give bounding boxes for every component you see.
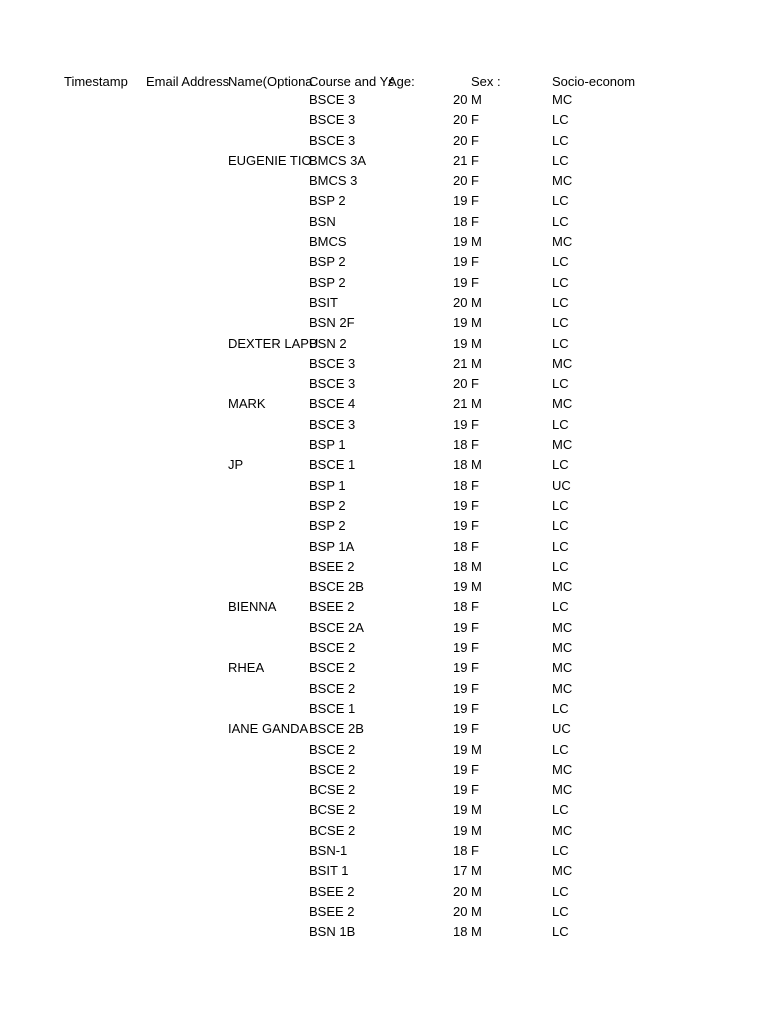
cell-socio-economic: LC: [552, 457, 569, 473]
cell-course: BSP 1A: [309, 538, 355, 554]
table-row: [0, 293, 768, 313]
cell-sex: M: [471, 355, 482, 371]
cell-age: 18: [453, 213, 468, 229]
cell-name: [228, 740, 308, 760]
cell-name: [228, 821, 308, 841]
cell-socio-economic: LC: [552, 112, 569, 128]
cell-sex: F: [471, 477, 479, 493]
cell-course: BSEE 2: [309, 903, 355, 919]
cell-course: BMCS 3A: [309, 152, 367, 168]
cell-age: 21: [453, 355, 468, 371]
cell-course: BSCE 2: [309, 660, 356, 676]
cell-name: [228, 902, 308, 922]
cell-name: [228, 313, 308, 333]
cell-course: BSN: [309, 213, 336, 229]
cell-sex: F: [471, 782, 479, 798]
cell-age: 18: [453, 558, 468, 574]
table-row: [0, 719, 768, 739]
cell-name: RHEA: [228, 660, 265, 676]
cell-course: BSP 2: [309, 274, 346, 290]
cell-sex: M: [471, 579, 482, 595]
cell-sex: F: [471, 700, 479, 716]
table-row: [0, 861, 768, 881]
cell-age: 19: [453, 680, 468, 696]
cell-sex: F: [471, 721, 479, 737]
cell-age: 19: [453, 497, 468, 513]
cell-course: BMCS 3: [309, 173, 358, 189]
cell-socio-economic: MC: [552, 234, 573, 250]
table-row: [0, 374, 768, 394]
cell-socio-economic: LC: [552, 842, 569, 858]
cell-name: [228, 131, 308, 151]
cell-socio-economic: MC: [552, 640, 573, 656]
cell-course: BSP 1: [309, 477, 346, 493]
cell-name: [228, 90, 308, 110]
table-row: [0, 902, 768, 922]
table-row: [0, 699, 768, 719]
cell-socio-economic: LC: [552, 741, 569, 757]
table-row: [0, 90, 768, 110]
cell-course: BCSE 2: [309, 802, 356, 818]
cell-course: BSCE 2: [309, 680, 356, 696]
cell-sex: M: [471, 558, 482, 574]
cell-age: 18: [453, 457, 468, 473]
cell-age: 19: [453, 254, 468, 270]
cell-name: [228, 577, 308, 597]
cell-course: BSCE 3: [309, 132, 356, 148]
cell-sex: F: [471, 680, 479, 696]
cell-age: 19: [453, 579, 468, 595]
header-name: Name(Optiona: [228, 74, 313, 89]
cell-name: [228, 496, 308, 516]
cell-socio-economic: LC: [552, 416, 569, 432]
cell-course: BSP 1: [309, 437, 346, 453]
cell-name: [228, 780, 308, 800]
cell-sex: F: [471, 152, 479, 168]
cell-age: 20: [453, 883, 468, 899]
cell-course: BSEE 2: [309, 558, 355, 574]
cell-sex: F: [471, 538, 479, 554]
cell-socio-economic: MC: [552, 92, 573, 107]
cell-sex: F: [471, 497, 479, 513]
cell-age: 18: [453, 599, 468, 615]
cell-name: [228, 800, 308, 820]
cell-socio-economic: MC: [552, 355, 573, 371]
table-row: [0, 131, 768, 151]
cell-sex: M: [471, 294, 482, 310]
cell-sex: F: [471, 416, 479, 432]
cell-name: [228, 841, 308, 861]
table-row: [0, 800, 768, 820]
cell-age: 20: [453, 132, 468, 148]
table-row: [0, 496, 768, 516]
cell-age: 19: [453, 700, 468, 716]
cell-sex: M: [471, 335, 482, 351]
cell-age: 19: [453, 619, 468, 635]
data-rows: [0, 90, 768, 942]
cell-age: 17: [453, 863, 468, 879]
cell-name: MARK: [228, 396, 266, 412]
cell-socio-economic: MC: [552, 619, 573, 635]
cell-sex: F: [471, 173, 479, 189]
cell-socio-economic: LC: [552, 152, 569, 168]
cell-name: EUGENIE TIO: [228, 152, 312, 168]
cell-age: 20: [453, 92, 468, 107]
cell-age: 19: [453, 193, 468, 209]
table-row: [0, 394, 768, 414]
table-row: [0, 780, 768, 800]
cell-name: [228, 374, 308, 394]
cell-socio-economic: MC: [552, 863, 573, 879]
cell-socio-economic: MC: [552, 396, 573, 412]
table-row: [0, 171, 768, 191]
cell-name: [228, 861, 308, 881]
cell-socio-economic: LC: [552, 193, 569, 209]
cell-name: JP: [228, 457, 244, 473]
cell-socio-economic: LC: [552, 903, 569, 919]
table-row: [0, 110, 768, 130]
cell-course: BSCE 2B: [309, 579, 364, 595]
cell-course: BSIT 1: [309, 863, 349, 879]
table-row: [0, 557, 768, 577]
cell-course: BSP 2: [309, 254, 346, 270]
cell-socio-economic: LC: [552, 132, 569, 148]
cell-socio-economic: MC: [552, 680, 573, 696]
table-row: [0, 760, 768, 780]
cell-age: 19: [453, 416, 468, 432]
cell-age: 19: [453, 721, 468, 737]
cell-age: 19: [453, 660, 468, 676]
table-row: [0, 577, 768, 597]
cell-socio-economic: LC: [552, 538, 569, 554]
cell-course: BSIT: [309, 294, 338, 310]
cell-name: [228, 171, 308, 191]
cell-sex: M: [471, 396, 482, 412]
table-row: [0, 334, 768, 354]
table-row: [0, 476, 768, 496]
cell-socio-economic: LC: [552, 315, 569, 331]
cell-age: 18: [453, 842, 468, 858]
cell-age: 20: [453, 173, 468, 189]
cell-name: [228, 476, 308, 496]
cell-age: 19: [453, 802, 468, 818]
cell-course: BSN 1B: [309, 924, 356, 940]
cell-course: BMCS: [309, 234, 347, 250]
table-row: [0, 821, 768, 841]
cell-name: [228, 354, 308, 374]
cell-socio-economic: LC: [552, 376, 569, 392]
table-row: [0, 882, 768, 902]
cell-course: BSEE 2: [309, 883, 355, 899]
cell-sex: M: [471, 924, 482, 940]
cell-age: 19: [453, 335, 468, 351]
cell-socio-economic: UC: [552, 721, 571, 737]
cell-sex: M: [471, 883, 482, 899]
cell-age: 19: [453, 234, 468, 250]
cell-age: 20: [453, 376, 468, 392]
cell-name: [228, 679, 308, 699]
cell-name: [228, 191, 308, 211]
cell-age: 21: [453, 152, 468, 168]
cell-sex: M: [471, 457, 482, 473]
cell-sex: M: [471, 822, 482, 838]
cell-age: 20: [453, 112, 468, 128]
cell-socio-economic: LC: [552, 518, 569, 534]
table-row: [0, 597, 768, 617]
cell-course: BSCE 2: [309, 640, 356, 656]
cell-sex: M: [471, 92, 482, 107]
cell-name: [228, 293, 308, 313]
cell-sex: F: [471, 599, 479, 615]
cell-sex: F: [471, 518, 479, 534]
cell-age: 19: [453, 315, 468, 331]
table-row: [0, 537, 768, 557]
table-row: [0, 151, 768, 171]
cell-name: [228, 273, 308, 293]
header-socio-economic: Socio-econom: [552, 74, 636, 89]
cell-socio-economic: MC: [552, 173, 573, 189]
cell-sex: M: [471, 802, 482, 818]
cell-socio-economic: MC: [552, 782, 573, 798]
cell-name: [228, 699, 308, 719]
cell-name: IANE GANDA: [228, 721, 309, 737]
cell-course: BSEE 2: [309, 599, 355, 615]
header-timestamp: Timestamp: [64, 74, 128, 89]
cell-name: [228, 252, 308, 272]
cell-course: BSCE 1: [309, 700, 356, 716]
cell-name: [228, 638, 308, 658]
cell-sex: M: [471, 741, 482, 757]
cell-course: BSN-1: [309, 842, 348, 858]
table-row: [0, 658, 768, 678]
cell-socio-economic: MC: [552, 761, 573, 777]
cell-age: 19: [453, 274, 468, 290]
cell-name: [228, 232, 308, 252]
cell-socio-economic: LC: [552, 213, 569, 229]
cell-course: BSP 2: [309, 518, 346, 534]
cell-name: [228, 212, 308, 232]
table-row: [0, 191, 768, 211]
cell-course: BSN 2: [309, 335, 347, 351]
cell-name: [228, 415, 308, 435]
table-row: [0, 679, 768, 699]
cell-course: BSCE 4: [309, 396, 356, 412]
cell-socio-economic: LC: [552, 294, 569, 310]
cell-name: BIENNA: [228, 599, 277, 615]
cell-sex: F: [471, 254, 479, 270]
cell-name: [228, 435, 308, 455]
cell-course: BSP 2: [309, 497, 346, 513]
cell-socio-economic: LC: [552, 274, 569, 290]
cell-sex: M: [471, 903, 482, 919]
cell-socio-economic: MC: [552, 660, 573, 676]
table-row: [0, 435, 768, 455]
cell-name: [228, 516, 308, 536]
cell-course: BCSE 2: [309, 782, 356, 798]
cell-socio-economic: LC: [552, 599, 569, 615]
cell-socio-economic: LC: [552, 924, 569, 940]
cell-socio-economic: LC: [552, 254, 569, 270]
cell-age: 19: [453, 761, 468, 777]
header-email: Email Address: [146, 74, 230, 89]
cell-course: BSN 2F: [309, 315, 355, 331]
cell-age: 18: [453, 437, 468, 453]
table-row: [0, 354, 768, 374]
table-row: [0, 922, 768, 942]
cell-age: 18: [453, 538, 468, 554]
table-row: [0, 313, 768, 333]
cell-name: DEXTER LAPU: [228, 335, 319, 351]
cell-name: [228, 882, 308, 902]
header-sex: Sex :: [471, 74, 501, 89]
cell-sex: F: [471, 619, 479, 635]
cell-socio-economic: UC: [552, 477, 571, 493]
cell-name: [228, 922, 308, 942]
cell-socio-economic: MC: [552, 579, 573, 595]
cell-age: 20: [453, 294, 468, 310]
cell-sex: F: [471, 132, 479, 148]
cell-age: 19: [453, 640, 468, 656]
cell-course: BSCE 2A: [309, 619, 364, 635]
cell-sex: F: [471, 660, 479, 676]
cell-sex: F: [471, 112, 479, 128]
cell-course: BSCE 2: [309, 761, 356, 777]
cell-age: 19: [453, 518, 468, 534]
cell-socio-economic: LC: [552, 558, 569, 574]
cell-socio-economic: LC: [552, 700, 569, 716]
table-row: [0, 252, 768, 272]
cell-socio-economic: MC: [552, 822, 573, 838]
cell-sex: F: [471, 640, 479, 656]
cell-socio-economic: MC: [552, 437, 573, 453]
cell-sex: F: [471, 842, 479, 858]
table-row: [0, 415, 768, 435]
cell-name: [228, 537, 308, 557]
cell-sex: F: [471, 193, 479, 209]
cell-course: BCSE 2: [309, 822, 356, 838]
cell-age: 19: [453, 822, 468, 838]
cell-age: 18: [453, 924, 468, 940]
table-row: [0, 841, 768, 861]
cell-course: BSCE 2B: [309, 721, 364, 737]
cell-course: BSCE 3: [309, 92, 356, 107]
table-row: [0, 455, 768, 475]
cell-course: BSCE 3: [309, 355, 356, 371]
cell-course: BSCE 3: [309, 112, 356, 128]
cell-name: [228, 557, 308, 577]
header-course: Course and Yε: [309, 74, 395, 89]
cell-socio-economic: LC: [552, 335, 569, 351]
cell-sex: M: [471, 315, 482, 331]
cell-socio-economic: LC: [552, 497, 569, 513]
table-row: [0, 273, 768, 293]
cell-sex: F: [471, 274, 479, 290]
cell-socio-economic: LC: [552, 883, 569, 899]
cell-sex: F: [471, 376, 479, 392]
cell-course: BSCE 3: [309, 416, 356, 432]
cell-sex: F: [471, 437, 479, 453]
cell-sex: M: [471, 234, 482, 250]
cell-course: BSP 2: [309, 193, 346, 209]
cell-sex: F: [471, 213, 479, 229]
cell-name: [228, 110, 308, 130]
cell-name: [228, 618, 308, 638]
table-row: [0, 232, 768, 252]
cell-course: BSCE 2: [309, 741, 356, 757]
cell-sex: F: [471, 761, 479, 777]
table-row: [0, 212, 768, 232]
cell-socio-economic: LC: [552, 802, 569, 818]
cell-sex: M: [471, 863, 482, 879]
cell-age: 20: [453, 903, 468, 919]
table-row: [0, 638, 768, 658]
table-row: [0, 516, 768, 536]
table-row: [0, 740, 768, 760]
cell-age: 19: [453, 782, 468, 798]
cell-course: BSCE 1: [309, 457, 356, 473]
cell-age: 19: [453, 741, 468, 757]
cell-age: 18: [453, 477, 468, 493]
header-age: Age:: [388, 74, 415, 89]
cell-course: BSCE 3: [309, 376, 356, 392]
cell-age: 21: [453, 396, 468, 412]
header-row: [0, 72, 768, 92]
cell-name: [228, 760, 308, 780]
table-row: [0, 618, 768, 638]
